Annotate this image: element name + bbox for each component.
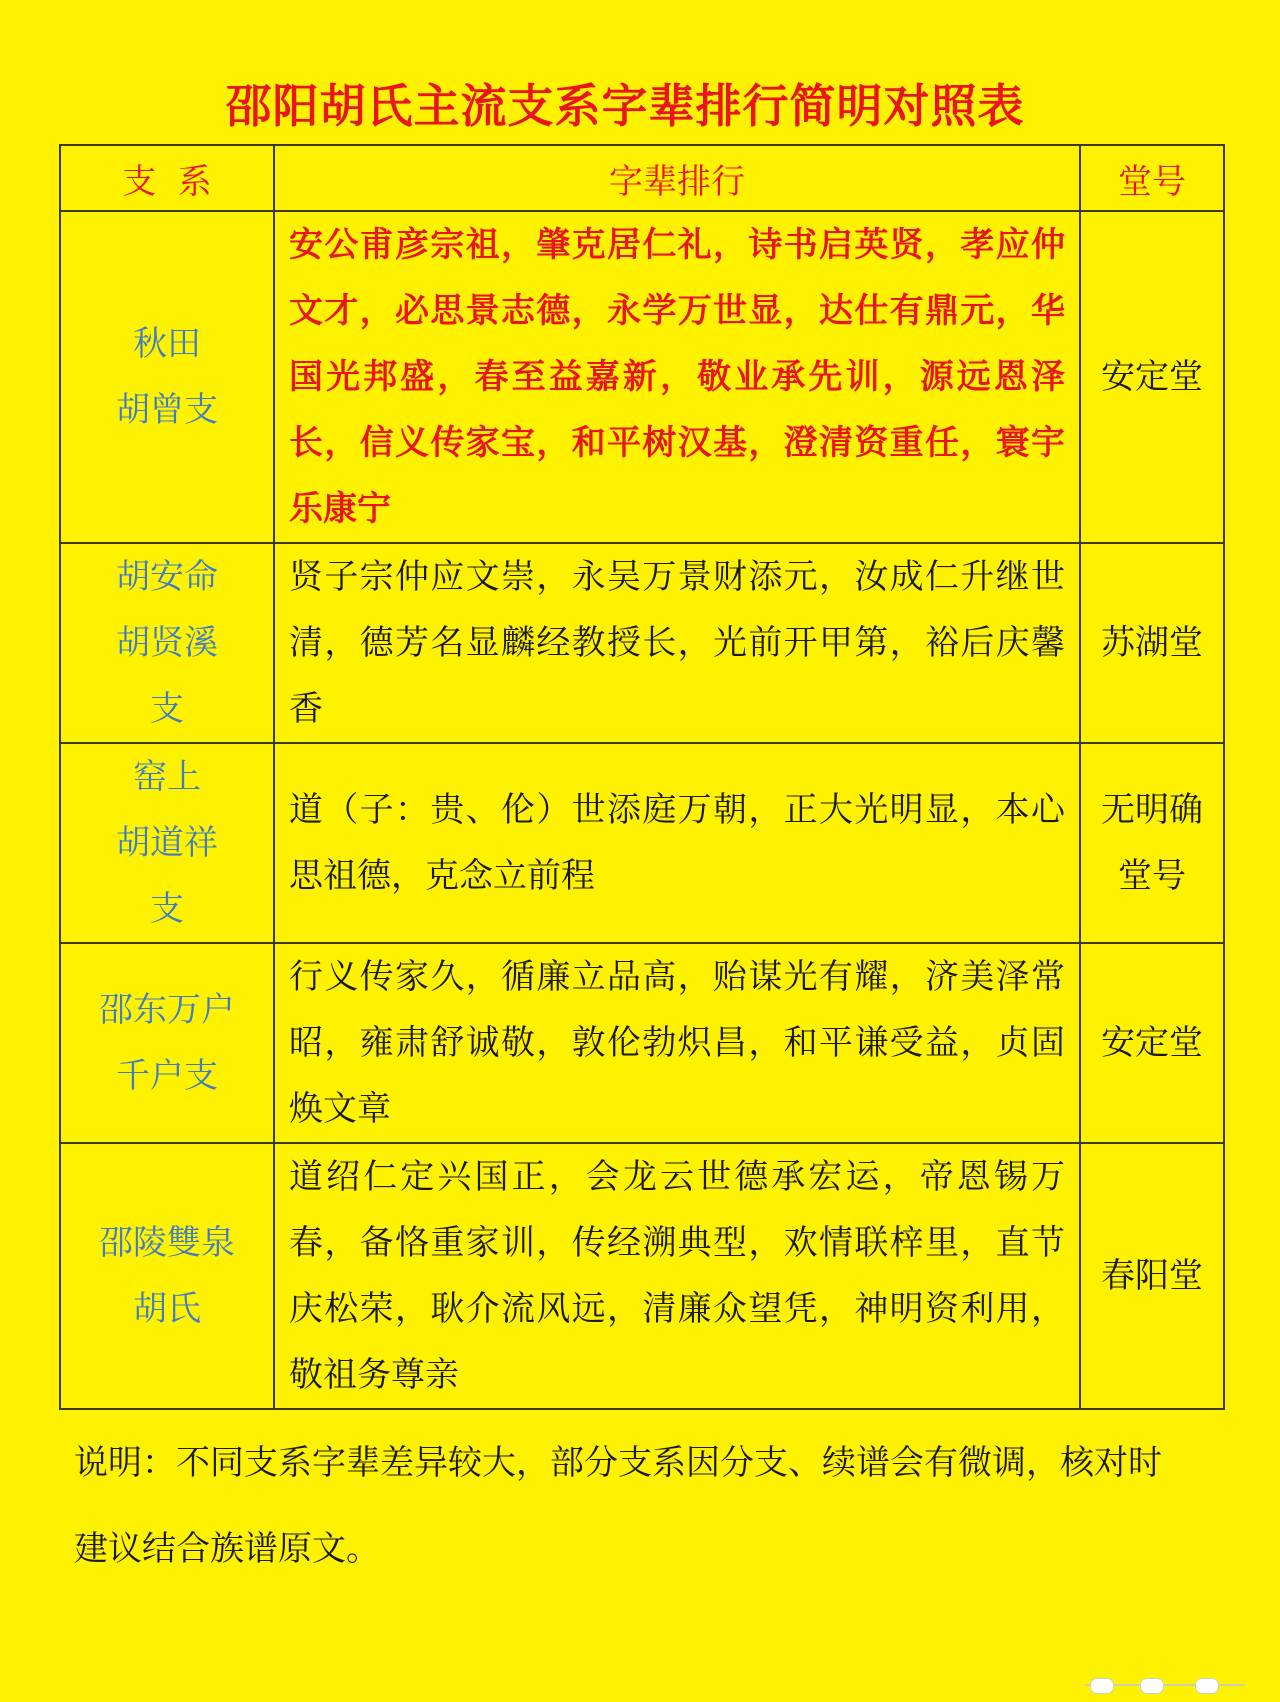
table-row — [60, 211, 1224, 543]
table-header-row — [60, 145, 1224, 211]
names-cell: 道绍仁定兴国正，会龙云世德承宏运，帝恩锡万春，备恪重家训，传经溯典型，欢情联梓里，直节庆松荣，耿介流风远，清廉众望凭，神明资利用，敬祖务尊亲 — [274, 1143, 1080, 1409]
footnote: 说明：不同支系字辈差异较大，部分支系因分支、续谱会有微调，核对时建议结合族谱原文。 — [74, 1443, 1162, 1569]
generation-table — [59, 144, 1225, 1410]
hall-line: 堂号 — [1118, 856, 1186, 896]
corner-dot-icon — [1195, 1678, 1219, 1694]
branch-line: 秋田 — [133, 324, 201, 364]
corner-dot-icon — [1140, 1678, 1164, 1694]
hall-line: 春阳堂 — [1101, 1256, 1203, 1296]
hall-cell — [1080, 943, 1224, 1143]
header-hall: 堂号 — [1080, 145, 1224, 211]
hall-cell — [1080, 1143, 1224, 1409]
branch-line: 胡道祥 — [116, 823, 218, 863]
corner-marks-icon — [1085, 1676, 1255, 1692]
table-row — [60, 943, 1224, 1143]
branch-cell — [60, 943, 274, 1143]
hall-line: 无明确 — [1101, 790, 1203, 830]
names-cell: 安公甫彦宗祖，肇克居仁礼，诗书启英贤，孝应仲文才，必思景志德，永学万世显，达仕有鼎元，华国光邦盛，春至益嘉新，敬业承先训，源远恩泽长，信义传家宝，和平树汉基，澄清资重任，寰宇乐康宁 — [274, 211, 1080, 543]
table-row — [60, 743, 1224, 943]
page-title: 邵阳胡氏主流支系字辈排行简明对照表 — [225, 79, 1025, 133]
header-branch: 支 系 — [60, 145, 274, 211]
branch-line: 千户支 — [116, 1056, 218, 1096]
hall-cell — [1080, 743, 1224, 943]
corner-dot-icon — [1090, 1678, 1114, 1694]
branch-line: 窑上 — [133, 757, 201, 797]
branch-cell — [60, 743, 274, 943]
hall-cell — [1080, 543, 1224, 743]
branch-line: 支 — [150, 689, 184, 729]
branch-cell — [60, 211, 274, 543]
branch-line: 支 — [150, 889, 184, 929]
table-row — [60, 1143, 1224, 1409]
names-cell: 道（子：贵、伦）世添庭万朝，正大光明显，本心思祖德，克念立前程 — [274, 743, 1080, 943]
branch-cell — [60, 1143, 274, 1409]
names-cell: 贤子宗仲应文崇，永吴万景财添元，汝成仁升继世清，德芳名显麟经教授长，光前开甲第，裕后庆馨香 — [274, 543, 1080, 743]
branch-line: 胡贤溪 — [116, 623, 218, 663]
hall-cell — [1080, 211, 1224, 543]
branch-line: 胡曾支 — [116, 390, 218, 430]
branch-line: 邵陵雙泉 — [99, 1223, 235, 1263]
branch-line: 邵东万户 — [99, 990, 235, 1030]
table-row — [60, 543, 1224, 743]
branch-line: 胡氏 — [133, 1289, 201, 1329]
branch-line: 胡安命 — [116, 557, 218, 597]
hall-line: 安定堂 — [1101, 1023, 1203, 1063]
hall-line: 安定堂 — [1101, 357, 1203, 397]
hall-line: 苏湖堂 — [1101, 623, 1203, 663]
names-cell: 行义传家久，循廉立品高，贻谋光有耀，济美泽常昭，雍肃舒诚敬，敦伦勃炽昌，和平谦受益，贞固焕文章 — [274, 943, 1080, 1143]
branch-cell — [60, 543, 274, 743]
header-names: 字辈排行 — [274, 145, 1080, 211]
